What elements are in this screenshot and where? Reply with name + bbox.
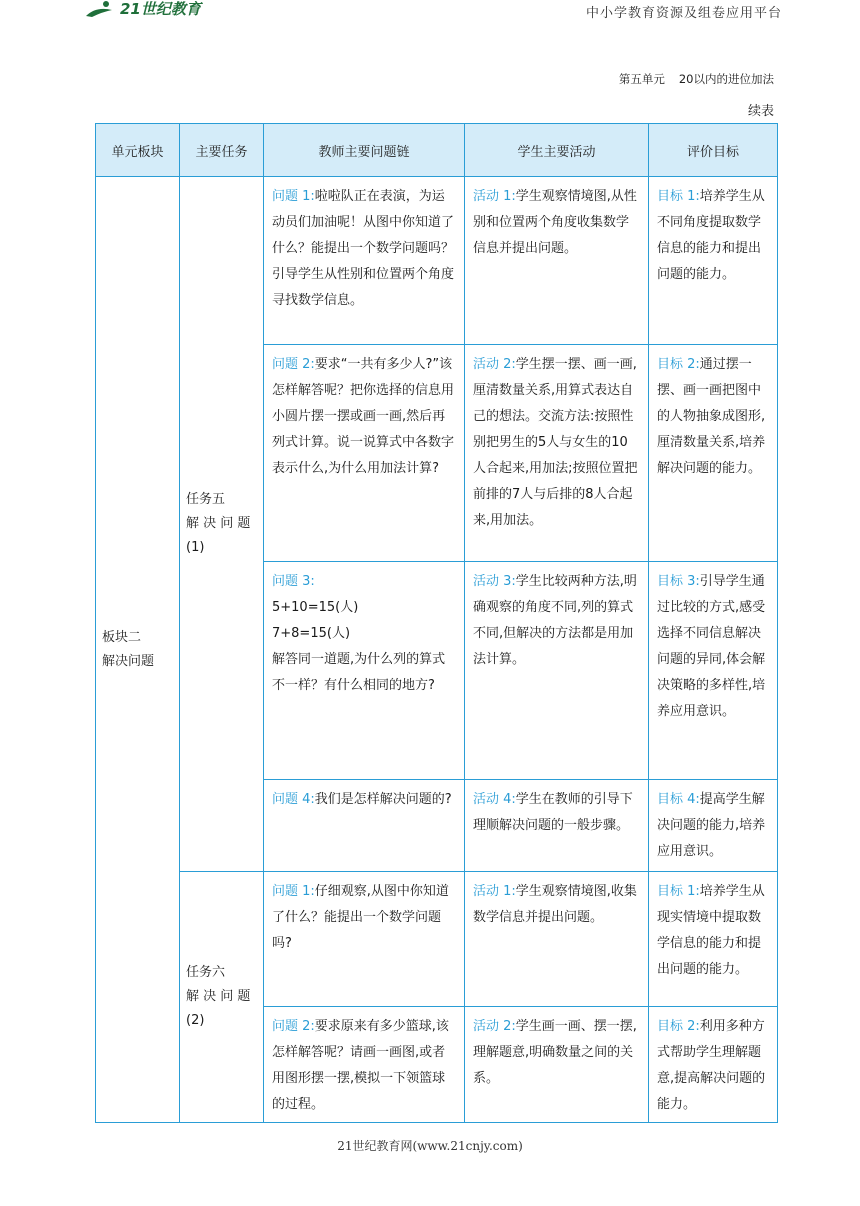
activity-text: 学生观察情境图,收集数学信息并提出问题。 (473, 884, 637, 925)
task5-line1: 任务五 (186, 492, 226, 507)
question-text: 啦啦队正在表演，为运动员们加油呢！从图中你知道了什么？能提出一个数学问题吗？ (272, 189, 455, 256)
question-cell (264, 345, 465, 562)
activity-label: 活动 2: (473, 357, 516, 372)
activity-cell (465, 562, 649, 780)
task6-line3: (2) (186, 1013, 205, 1028)
goal-text: 引导学生通过比较的方式,感受选择不同信息解决问题的异同,体会解决策略的多样性,培养应用意识。 (657, 574, 766, 719)
goal-label: 目标 1: (657, 884, 700, 899)
question-extra: 引导学生从性别和位置两个角度寻找数学信息。 (272, 267, 455, 308)
equation-2: 7+8=15(人) (272, 626, 351, 641)
goal-cell (649, 780, 778, 872)
task6-line1: 任务六 (186, 965, 226, 980)
task5-line3: (1) (186, 540, 205, 555)
activity-label: 活动 1: (473, 884, 516, 899)
activity-text: 学生观察情境图,从性别和位置两个角度收集数学信息并提出问题。 (473, 189, 637, 256)
header-unit-block: 单元板块 (96, 124, 180, 177)
task5-cell (180, 177, 264, 872)
table-header-row (96, 124, 778, 177)
runner-logo-icon (82, 0, 122, 18)
goal-cell (649, 177, 778, 345)
question-label: 问题 1: (272, 189, 315, 204)
activity-label: 活动 2: (473, 1019, 516, 1034)
question-text: 我们是怎样解决问题的? (314, 792, 452, 807)
activity-text: 学生比较两种方法,明确观察的角度不同,列的算式不同,但解决的方法都是用加法计算。 (473, 574, 637, 667)
question-label: 问题 4: (272, 792, 315, 807)
header-teacher-questions: 教师主要问题链 (264, 124, 465, 177)
header-evaluation-goals: 评价目标 (649, 124, 778, 177)
task6-line2: 解 决 问 题 (186, 989, 251, 1004)
question-cell (264, 177, 465, 345)
table-row (96, 872, 778, 1007)
activity-text: 学生在教师的引导下理顺解决问题的一般步骤。 (473, 792, 633, 833)
goal-cell (649, 562, 778, 780)
question-label: 问题 3: (272, 574, 315, 589)
question-text: 仔细观察,从图中你知道了什么？能提出一个数学问题吗? (272, 884, 449, 951)
activity-cell (465, 780, 649, 872)
page-footer: 21世纪教育网(www.21cnjy.com) (337, 1139, 523, 1153)
activity-label: 活动 1: (473, 189, 516, 204)
table-row (96, 177, 778, 345)
activity-label: 活动 4: (473, 792, 516, 807)
continued-label: 续表 (747, 104, 774, 119)
activity-cell (465, 872, 649, 1007)
goal-text: 培养学生从现实情境中提取数学信息的能力和提出问题的能力。 (657, 884, 765, 977)
goal-cell (649, 872, 778, 1007)
logo-text: 21世纪教育 (120, 0, 201, 18)
chapter-heading (619, 71, 774, 87)
platform-title: 中小学教育资源及组卷应用平台 (585, 6, 782, 21)
goal-text: 通过摆一摆、画一画把图中的人物抽象成图形,厘清数量关系,培养解决问题的能力。 (657, 357, 766, 476)
header-student-activities: 学生主要活动 (465, 124, 649, 177)
block-cell (96, 177, 180, 1123)
goal-label: 目标 2: (657, 357, 700, 372)
goal-label: 目标 4: (657, 792, 700, 807)
question-label: 问题 2: (272, 1019, 315, 1034)
goal-cell (649, 1007, 778, 1123)
block-line2: 解决问题 (102, 653, 155, 669)
header-main-task: 主要任务 (180, 124, 264, 177)
goal-text: 培养学生从不同角度提取数学信息的能力和提出问题的能力。 (657, 189, 765, 282)
goal-label: 目标 1: (657, 189, 700, 204)
activity-text: 学生摆一摆、画一画,厘清数量关系,用算式表达自己的想法。交流方法:按照性别把男生的5人与女生的10人合起来,用加法;按照位置把前排的7人与后排的8人合起来,用加法。 (473, 357, 638, 528)
task5-line2: 解 决 问 题 (186, 516, 251, 531)
question-cell (264, 562, 465, 780)
goal-text: 利用多种方式帮助学生理解题意,提高解决问题的能力。 (657, 1019, 766, 1112)
question-label: 问题 1: (272, 884, 315, 899)
goal-cell (649, 345, 778, 562)
question-label: 问题 2: (272, 357, 315, 372)
unit-label: 第五单元 (618, 72, 665, 86)
question-cell (264, 780, 465, 872)
goal-text: 提高学生解决问题的能力,培养应用意识。 (657, 792, 766, 859)
logo (82, 0, 242, 20)
goal-label: 目标 2: (657, 1019, 700, 1034)
question-cell (264, 1007, 465, 1123)
activity-label: 活动 3: (473, 574, 516, 589)
equation-1: 5+10=15(人) (272, 600, 359, 615)
task6-cell (180, 872, 264, 1123)
activity-text: 学生画一画、摆一摆,理解题意,明确数量之间的关系。 (473, 1019, 637, 1086)
activity-cell (465, 1007, 649, 1123)
unit-title: 20以内的进位加法 (678, 72, 774, 86)
question-text: 要求“一共有多少人?”该怎样解答呢？把你选择的信息用小圆片摆一摆或画一画,然后再列式计算。说一说算式中各数字表示什么,为什么用加法计算? (272, 357, 455, 476)
question-text: 要求原来有多少篮球,该怎样解答呢？请画一画图,或者用图形摆一摆,模拟一下领篮球的过程。 (272, 1019, 449, 1112)
activity-cell (465, 177, 649, 345)
block-line1: 板块二 (102, 629, 142, 645)
question-text: 解答同一道题,为什么列的算式不一样？有什么相同的地方? (272, 652, 446, 693)
lesson-table (95, 123, 778, 1123)
activity-cell (465, 345, 649, 562)
question-cell (264, 872, 465, 1007)
goal-label: 目标 3: (657, 574, 700, 589)
